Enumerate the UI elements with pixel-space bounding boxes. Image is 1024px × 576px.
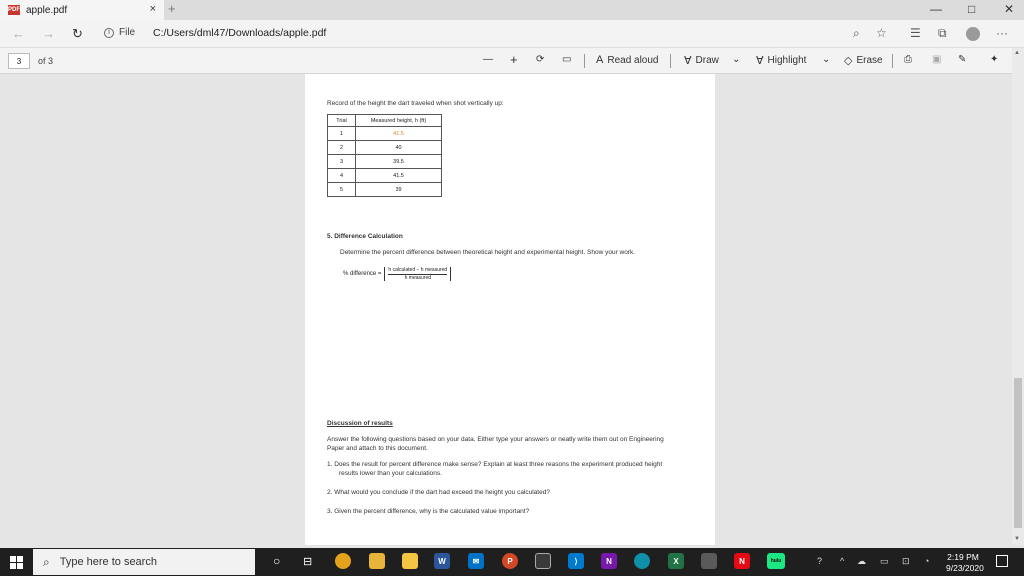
minimize-button[interactable]: —	[930, 2, 942, 16]
volume-icon[interactable]: ◔	[924, 556, 930, 566]
pdf-icon: PDF	[8, 7, 20, 13]
pin-toolbar-icon[interactable]: ✦	[990, 54, 999, 65]
save-as-icon[interactable]: ✎	[958, 54, 967, 65]
height-cell: 41.5	[356, 169, 442, 183]
trial-cell: 4	[328, 169, 356, 183]
pdf-viewport[interactable]	[0, 74, 1012, 545]
fit-page-icon[interactable]: ▭	[562, 54, 572, 65]
print-icon[interactable]: ⎙	[904, 54, 912, 65]
draw-button[interactable]	[684, 54, 719, 67]
question-1-line2: results lower than your calculations.	[339, 470, 442, 477]
info-icon: i	[104, 28, 114, 38]
favorite-star-icon[interactable]: ☆	[876, 26, 887, 40]
search-placeholder: Type here to search	[59, 556, 157, 568]
trial-column-header: Trial	[328, 115, 356, 127]
question-2: 2. What would you conclude if the dart had exceed the height you calculated?	[327, 489, 550, 496]
onenote-app-icon[interactable]: N	[601, 553, 617, 569]
taskbar	[0, 548, 1024, 576]
percent-difference-formula	[343, 267, 451, 281]
read-aloud-icon: A	[596, 54, 604, 66]
formula-denominator: h measured	[404, 275, 432, 281]
toolbar-divider	[584, 54, 585, 68]
help-icon[interactable]: ?	[817, 556, 823, 566]
notification-center-icon[interactable]	[996, 555, 1008, 567]
back-icon[interactable]: ←	[12, 26, 25, 41]
table-row	[328, 141, 442, 155]
excel-app-icon[interactable]: X	[668, 553, 684, 569]
height-cell: 41.5	[356, 127, 442, 141]
close-tab-button[interactable]: ×	[149, 3, 156, 15]
trial-cell: 1	[328, 127, 356, 141]
network-icon[interactable]: ⊡	[902, 556, 910, 566]
highlight-dropdown-chevron-icon[interactable]: ⌄	[822, 54, 831, 65]
onedrive-cloud-icon[interactable]: ☁	[857, 556, 866, 566]
height-cell: 39	[356, 183, 442, 197]
mail-app-icon[interactable]: ✉	[468, 553, 484, 569]
read-aloud-button[interactable]	[596, 54, 659, 66]
collections-icon[interactable]: ⧉	[938, 26, 947, 40]
zoom-out-button[interactable]: —	[483, 54, 493, 65]
taskbar-search-box[interactable]	[33, 549, 255, 575]
new-tab-button[interactable]: +	[168, 1, 176, 16]
clock-date: 9/23/2020	[946, 563, 984, 573]
question-3: 3. Given the percent difference, why is the calculated value important?	[327, 508, 530, 515]
netflix-app-icon[interactable]: N	[734, 553, 750, 569]
table-header-row	[328, 115, 442, 127]
zoom-in-button[interactable]: +	[510, 52, 518, 67]
formula-numerator: h calculated − h measured	[388, 267, 448, 273]
height-column-header: Measured height, h (ft)	[356, 115, 442, 127]
windows-start-icon[interactable]	[10, 556, 23, 569]
scroll-up-arrow-icon[interactable]: ▲	[1014, 50, 1020, 56]
discussion-instruction-line1: Answer the following questions based on your data. Either type your answers or neatly write them out on Engineering	[327, 436, 664, 443]
page-number-input[interactable]: 3	[8, 53, 30, 69]
title-bar	[0, 0, 1024, 20]
zoom-icon[interactable]: ⌕	[853, 26, 860, 40]
scroll-thumb[interactable]	[1014, 378, 1022, 528]
table-row	[328, 155, 442, 169]
word-app-icon[interactable]: W	[434, 553, 450, 569]
formula-label: % difference =	[343, 271, 382, 277]
powerpoint-app-icon[interactable]: P	[502, 553, 518, 569]
search-icon: ⌕	[43, 554, 50, 569]
profile-avatar[interactable]	[966, 27, 980, 41]
save-icon[interactable]: ▣	[932, 54, 942, 65]
clock-time: 2:19 PM	[947, 552, 979, 562]
site-info[interactable]	[104, 27, 135, 38]
highlight-button[interactable]	[756, 54, 806, 67]
chrome-app-icon[interactable]	[335, 553, 351, 569]
show-hidden-icons-chevron[interactable]: ^	[840, 556, 845, 566]
vertical-scrollbar[interactable]	[1012, 48, 1024, 545]
highlight-label: Highlight	[767, 55, 807, 66]
height-cell: 39.5	[356, 155, 442, 169]
trial-cell: 3	[328, 155, 356, 169]
toolbar-divider	[892, 54, 893, 68]
trial-cell: 2	[328, 141, 356, 155]
calculator-app-icon[interactable]	[701, 553, 717, 569]
restore-button[interactable]: □	[968, 2, 976, 16]
formula-fraction	[384, 267, 451, 281]
section5-heading: 5. Difference Calculation	[327, 233, 403, 240]
trials-table	[327, 114, 442, 197]
read-aloud-label: Read aloud	[607, 54, 659, 66]
close-window-button[interactable]: ✕	[1004, 2, 1015, 16]
discussion-instruction-line2: Paper and attach to this document.	[327, 445, 428, 452]
store-app-icon[interactable]	[402, 553, 418, 569]
draw-pen-icon: ∀	[684, 55, 692, 67]
section5-instruction: Determine the percent difference between theoretical height and experimental height. Show your work.	[340, 249, 636, 256]
task-view-icon[interactable]: ⊟	[303, 556, 313, 568]
battery-icon[interactable]: ▭	[880, 556, 889, 566]
toolbar-divider	[670, 54, 671, 68]
trial-cell: 5	[328, 183, 356, 197]
eraser-icon: ◇	[844, 55, 853, 67]
discussion-heading: Discussion of results	[327, 420, 393, 427]
draw-label: Draw	[695, 55, 719, 66]
url-field[interactable]: C:/Users/dml47/Downloads/apple.pdf	[153, 27, 327, 39]
address-bar	[0, 20, 1024, 48]
height-cell: 40	[356, 141, 442, 155]
erase-label: Erase	[856, 55, 883, 66]
record-caption: Record of the height the dart traveled when shot vertically up:	[327, 100, 504, 107]
erase-button[interactable]	[844, 54, 883, 67]
scroll-down-arrow-icon[interactable]: ▼	[1014, 536, 1020, 542]
favorites-list-icon[interactable]: ☰	[910, 26, 921, 40]
hulu-app-icon[interactable]: hulu	[767, 553, 785, 569]
browser-tab[interactable]	[0, 0, 164, 20]
pdf-page	[305, 74, 715, 545]
pdf-toolbar	[0, 48, 1024, 74]
table-row	[328, 169, 442, 183]
tab-title: apple.pdf	[26, 4, 68, 16]
edge-app-icon[interactable]	[634, 553, 650, 569]
table-row	[328, 183, 442, 197]
vscode-app-icon[interactable]: ⟩	[568, 553, 584, 569]
cortana-icon[interactable]: ○	[273, 554, 281, 568]
terminal-app-icon[interactable]	[535, 553, 551, 569]
system-clock[interactable]	[946, 552, 984, 574]
refresh-icon[interactable]: ↻	[72, 26, 83, 41]
page-count: of 3	[38, 56, 54, 66]
more-menu-icon[interactable]: ···	[996, 26, 1008, 40]
table-row	[328, 127, 442, 141]
question-1-line1: 1. Does the result for percent difference make sense? Explain at least three reasons the experiment produced height	[327, 461, 663, 468]
file-explorer-icon[interactable]	[369, 553, 385, 569]
rotate-icon[interactable]: ⟳	[536, 54, 545, 65]
forward-icon[interactable]: →	[42, 26, 55, 41]
highlighter-icon: ∀	[756, 55, 764, 67]
file-label: File	[119, 27, 136, 38]
draw-dropdown-chevron-icon[interactable]: ⌄	[732, 54, 741, 65]
